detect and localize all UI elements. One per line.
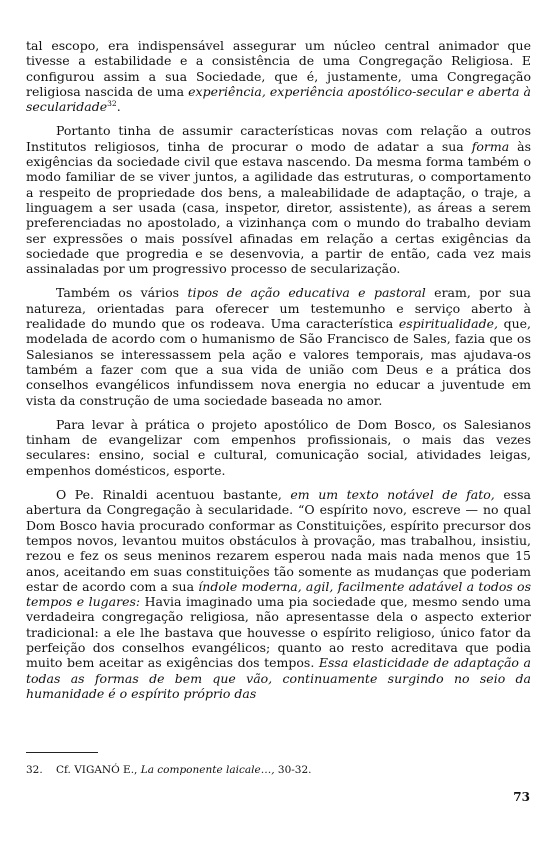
italic-text: Essa elasticidade de adaptação a todas as formas de bem que vão, continuamente surgindo no seio da humanidade é o espírito próprio das bbox=[26, 655, 532, 701]
italic-text: espiritualidade, bbox=[398, 316, 498, 332]
text-run: Também os vários bbox=[56, 285, 188, 301]
text-run: às exigências da sociedade civil que estava nascendo. Da mesma forma também o modo familiar de se viver juntos, a agilidade das estruturas, o comportamento a respeito de propriedade dos bens, a maleabilidade de adaptação, o traje, a linguagem a ser usada (casa, inspetor, diretor, assistente), as áreas a serem preferenciadas no apostolado, a vizinhança com o mundo do trabalho deviam ser expressões o mais possível afinadas em relação a certas exigências da sociedade que progredia e se desenvovia, a partir de então, cada vez mais assinaladas por um progressivo processo de secularização. bbox=[26, 138, 531, 277]
text-run: Portanto tinha de assumir características novas com relação a outros Institutos religiosos, tinha de procurar o modo de adatar a sua bbox=[26, 123, 531, 154]
paragraph bbox=[26, 417, 531, 478]
footnote-divider bbox=[26, 752, 98, 753]
italic-text: em um texto notável de fato, bbox=[290, 487, 495, 503]
paragraph bbox=[26, 123, 531, 276]
footnote-reference: 32 bbox=[107, 99, 117, 109]
text-run: eram, por sua natureza, orientadas para oferecer um testemunho e serviço aberto à realidade do mundo que os rodeava. Uma característica bbox=[26, 285, 531, 332]
paragraph bbox=[26, 38, 531, 114]
italic-text: índole moderna, agil, facilmente adatável a todos os tempos e lugares: bbox=[26, 578, 531, 610]
italic-text: forma bbox=[471, 138, 510, 154]
footnote-text bbox=[56, 764, 312, 776]
paragraph bbox=[26, 285, 531, 407]
text-run: Havia imaginado uma pia sociedade que, mesmo sendo uma verdadeira congregação religiosa, não apresentasse dela o aspecto exterior tradicional: a ele lhe bastava que houvesse o espírito religioso, único fator da perfeição dos conselhos evangélicos; quanto ao resto acreditava que podia muito bem aceitar as exigências dos tempos. bbox=[26, 594, 532, 671]
body-text bbox=[26, 38, 531, 701]
page-body bbox=[26, 38, 531, 701]
italic-text: La componente laicale…, bbox=[140, 764, 275, 776]
footnote bbox=[26, 764, 531, 777]
italic-text: experiência, experiência apostólico-secular e aberta à secularidade bbox=[26, 83, 531, 115]
text-run: Para levar à prática o projeto apostólico de Dom Bosco, os Salesianos tinham de evangelizar com empenhos profissionais, o mais das vezes seculares: ensino, social e cultural, comunicação social, atividades leigas, empenhos domésticos, esporte. bbox=[26, 416, 531, 478]
text-run: Cf. VIGANÓ E., bbox=[56, 764, 141, 776]
text-run: essa abertura da Congregação à secularidade. “O espírito novo, escreve — no qual Dom Bosco havia procurado conformar as Constituições, espírito precursor dos tempos novos, levantou muitos obstáculos à provação, mas trabalhou, insistiu, rezou e fez os seus meninos rezarem esperou nada mais nada menos que 15 anos, aceitando em suas constituições tão somente as mudanças que poderiam estar de acordo com a sua bbox=[26, 487, 531, 594]
text-run: que, modelada de acordo com o humanismo de São Francisco de Sales, fazia que os Salesianos se interessassem pela ação e valores temporais, mas ajudava-os também a fazer com que a sua vida de união com Deus e a prática dos conselhos evangélicos infundissem nova energia no educar a juventude em vista da construção de uma sociedade baseada no amor. bbox=[26, 316, 531, 408]
paragraph bbox=[26, 487, 531, 701]
footnote-number: 32. bbox=[26, 764, 43, 776]
text-run: 30-32. bbox=[274, 764, 312, 776]
italic-text: tipos de ação educativa e pastoral bbox=[187, 285, 426, 301]
text-run: O Pe. Rinaldi acentuou bastante, bbox=[56, 487, 291, 503]
text-run: . bbox=[116, 99, 121, 115]
page-number: 73 bbox=[513, 790, 530, 804]
text-run: tal escopo, era indispensável assegurar um núcleo central animador que tivesse a estabilidade e a consistência de uma Congregação Religiosa. E configurou assim a sua Sociedade, que é, justamente, uma Congregação religiosa nascida de uma bbox=[26, 38, 531, 99]
